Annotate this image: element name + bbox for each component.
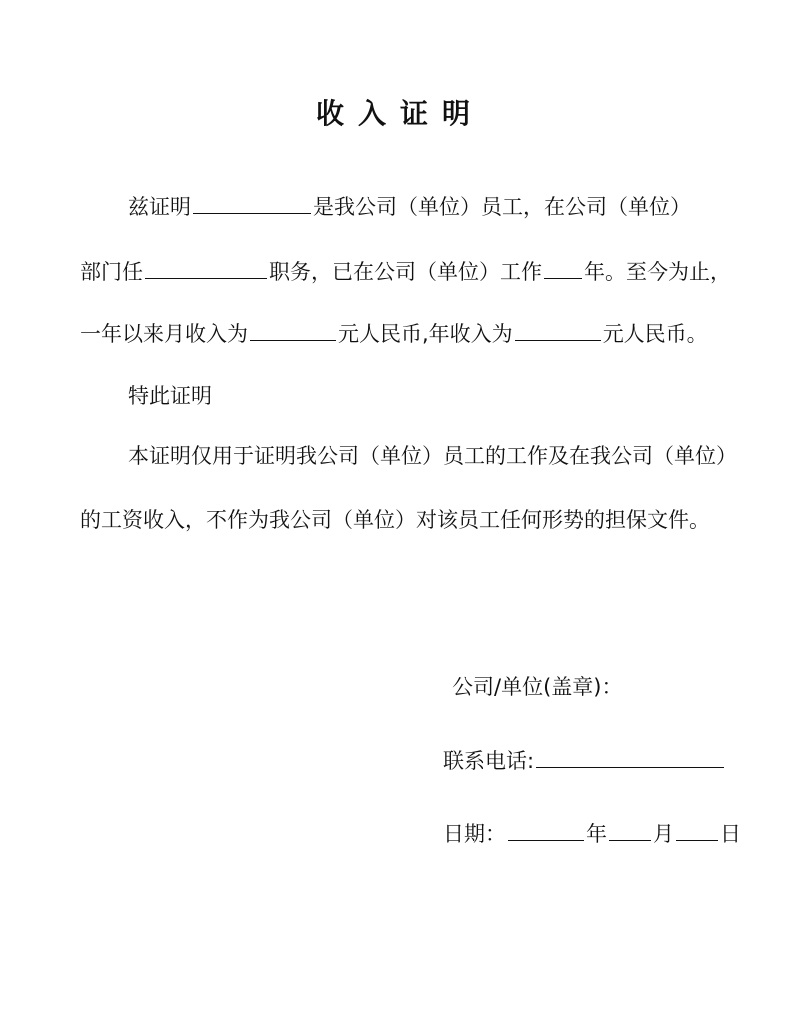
phone-label: 联系电话: (443, 749, 535, 773)
paragraph1-line2 (80, 257, 731, 287)
month-blank[interactable] (609, 820, 651, 841)
paragraph1-line1 (128, 192, 691, 222)
paragraph2-line2: 的工资收入，不作为我公司（单位）对该员工任何形势的担保文件。 (80, 508, 710, 532)
employee-name-blank[interactable] (193, 193, 311, 214)
employee-statement: 是我公司（单位）员工，在公司（单位） (313, 195, 691, 219)
paragraph2-line1: 本证明仅用于证明我公司（单位）员工的工作及在我公司（单位） (128, 444, 737, 468)
position-statement: 职务，已在公司（单位）工作 (269, 260, 542, 284)
years-statement: 年。至今为止， (584, 260, 731, 284)
annual-income-blank[interactable] (515, 320, 601, 341)
document-title: 收入证明 (315, 97, 484, 130)
day-blank[interactable] (676, 820, 718, 841)
contact-phone-row (443, 746, 726, 776)
year-blank[interactable] (508, 820, 584, 841)
paragraph1-line3 (80, 319, 708, 349)
annual-income-label: 元人民币,年收入为 (338, 322, 513, 346)
date-row (443, 819, 741, 849)
annual-income-unit: 元人民币。 (602, 322, 708, 346)
monthly-income-blank[interactable] (250, 320, 336, 341)
certify-label: 兹证明 (128, 195, 191, 219)
month-label: 月 (653, 822, 674, 846)
phone-blank[interactable] (536, 747, 724, 768)
company-seal-label: 公司/单位(盖章)： (452, 675, 623, 699)
monthly-income-label: 一年以来月收入为 (80, 322, 248, 346)
year-label: 年 (586, 822, 607, 846)
position-blank[interactable] (145, 258, 267, 279)
date-label: 日期： (443, 822, 506, 846)
special-note: 特此证明 (128, 384, 212, 408)
day-label: 日 (720, 822, 741, 846)
years-blank[interactable] (544, 258, 582, 279)
department-label: 部门任 (80, 260, 143, 284)
